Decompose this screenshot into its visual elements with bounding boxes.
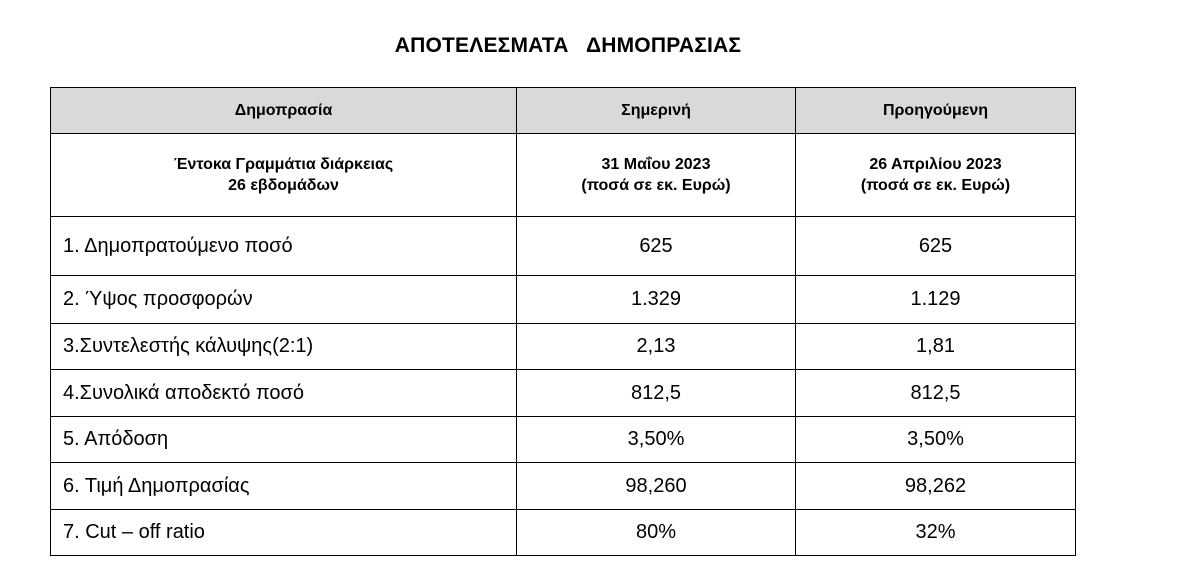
row-previous-value: 98,262: [796, 463, 1076, 510]
row-current-value: 98,260: [517, 463, 796, 510]
page-title: ΑΠΟΤΕΛΕΣΜΑΤΑ ΔΗΜΟΠΡΑΣΙΑΣ: [394, 34, 742, 57]
table-row: [51, 324, 1076, 370]
row-previous-value: 625: [796, 217, 1076, 276]
header-current: Σημερινή: [517, 88, 796, 134]
header-auction: Δημοπρασία: [51, 88, 517, 134]
previous-date: 26 Απριλίου 2023: [869, 156, 1002, 173]
table-row: [51, 217, 1076, 276]
table-subheader-row: [51, 134, 1076, 217]
row-current-value: 80%: [517, 510, 796, 556]
row-current-value: 2,13: [517, 324, 796, 370]
table-row: [51, 417, 1076, 463]
row-label: 5. Απόδοση: [51, 417, 517, 463]
row-label: 7. Cut – off ratio: [51, 510, 517, 556]
table-row: [51, 370, 1076, 417]
row-label: 2. Ύψος προσφορών: [51, 276, 517, 324]
row-label: 3.Συντελεστής κάλυψης(2:1): [51, 324, 517, 370]
current-unit: (ποσά σε εκ. Ευρώ): [581, 177, 731, 194]
auction-results-table: [50, 87, 1076, 556]
table-row: [51, 463, 1076, 510]
row-previous-value: 1,81: [796, 324, 1076, 370]
table-header-row: [51, 88, 1076, 134]
row-previous-value: 1.129: [796, 276, 1076, 324]
row-previous-value: 812,5: [796, 370, 1076, 417]
row-label: 4.Συνολικά αποδεκτό ποσό: [51, 370, 517, 417]
instrument-line-1: Έντοκα Γραμμάτια διάρκειας: [173, 156, 394, 173]
current-date: 31 Μαΐου 2023: [601, 156, 711, 173]
row-label: 6. Τιμή Δημοπρασίας: [51, 463, 517, 510]
row-previous-value: 32%: [796, 510, 1076, 556]
table-row: [51, 510, 1076, 556]
previous-unit: (ποσά σε εκ. Ευρώ): [860, 177, 1011, 194]
row-current-value: 1.329: [517, 276, 796, 324]
header-previous: Προηγούμενη: [796, 88, 1076, 134]
subheader-current-date: [517, 134, 796, 217]
subheader-previous-date: [796, 134, 1076, 217]
instrument-line-2: 26 εβδομάδων: [228, 177, 339, 194]
row-current-value: 3,50%: [517, 417, 796, 463]
row-previous-value: 3,50%: [796, 417, 1076, 463]
row-current-value: 812,5: [517, 370, 796, 417]
table-row: [51, 276, 1076, 324]
subheader-instrument: [51, 134, 517, 217]
row-label: 1. Δημοπρατούμενο ποσό: [51, 217, 517, 276]
row-current-value: 625: [517, 217, 796, 276]
